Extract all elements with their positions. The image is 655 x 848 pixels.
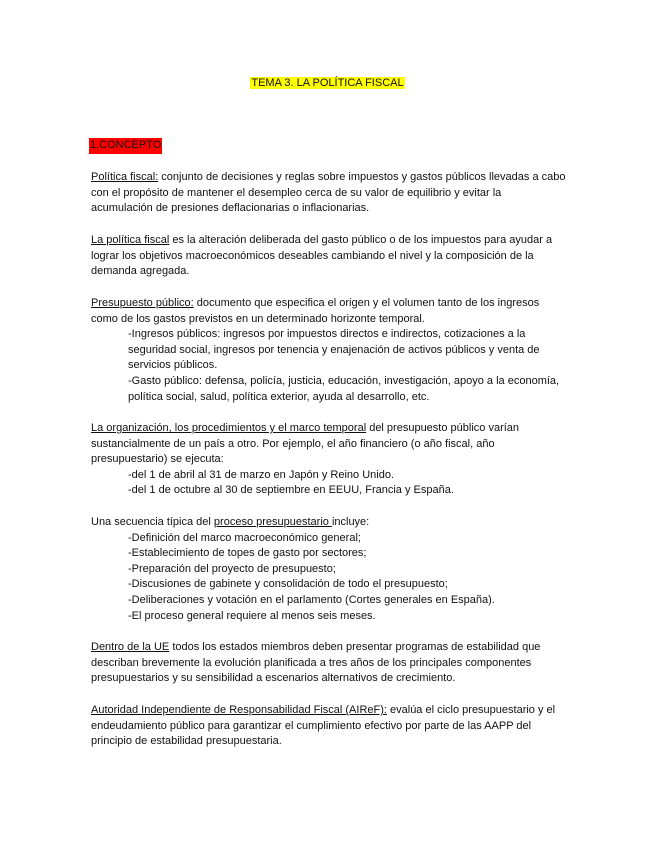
- definition-text: es la alteración deliberada del gasto público o de los impuestos para ayudar a lograr los objetivos macroeconómicos deseables cambiando el nivel y la composición de la demanda agregada.: [91, 234, 553, 278]
- term-airef: Autoridad Independiente de Responsabilidad Fiscal (AIReF):: [91, 704, 387, 716]
- term-proceso: proceso presupuestario: [213, 516, 332, 528]
- term-la-politica-fiscal: La política fiscal: [91, 234, 170, 246]
- list-item: -Ingresos públicos: ingresos por impuestos directos e indirectos, cotizaciones a la seguridad social, ingresos por tenencia y enajenación de activos públicos y venta de servicios públicos.: [128, 328, 540, 372]
- list-item: -del 1 de abril al 31 de marzo en Japón y Reino Unido.: [128, 468, 394, 481]
- paragraph-airef: [91, 703, 566, 750]
- list-item: -Establecimiento de topes de gasto por sectores;: [128, 547, 367, 560]
- term-organizacion: La organización, los procedimientos y el marco temporal: [91, 422, 367, 434]
- term-presupuesto: Presupuesto público:: [91, 297, 194, 309]
- list-item: -Deliberaciones y votación en el parlamento (Cortes generales en España).: [128, 593, 495, 606]
- paragraph-organizacion: [91, 421, 566, 499]
- definition-text: conjunto de decisiones y reglas sobre impuestos y gastos públicos llevadas a cabo con el propósito de mantener el desempleo cerca de su valor de equilibrio y evitar la acumulación de presiones deflacionarias o inflacionarias.: [91, 171, 566, 215]
- list-item: -del 1 de octubre al 30 de septiembre en EEUU, Francia y España.: [128, 484, 454, 497]
- section-heading: 1.CONCEPTO: [89, 138, 162, 154]
- list-item: -Preparación del proyecto de presupuesto;: [128, 562, 336, 575]
- definition-text: documento que especifica el origen y el volumen tanto de los ingresos como de los gastos previstos en un determinado horizonte temporal.: [91, 297, 540, 325]
- list-item: -Discusiones de gabinete y consolidación de todo el presupuesto;: [128, 578, 448, 591]
- paragraph-proceso: Una secuencia típica del proceso presupuestario incluye: -Definición del marco macroeconómico general; -Establecimiento de topes de gasto por sectores; -Preparación del proyecto de presupuesto; -Discusiones de gabinete y consolidación de todo el presupuesto; -Deliberaciones y votación en el parlamento (Cortes generales en España). -El proceso general requiere al menos seis meses.: [91, 515, 566, 624]
- paragraph-presupuesto: [91, 296, 566, 405]
- term-politica-fiscal: Política fiscal:: [91, 171, 159, 183]
- definition-text: evalúa el ciclo presupuestario y el endeudamiento público para garantizar el cumplimiento efectivo por parte de las AAPP del principio de estabilidad presupuestaria.: [91, 704, 556, 748]
- paragraph-ue: [91, 640, 566, 687]
- list-item: -Gasto público: defensa, policía, justicia, educación, investigación, apoyo a la economía, política social, salud, política exterior, ayuda al desarrollo, etc.: [128, 374, 560, 403]
- definition-text: todos los estados miembros deben presentar programas de estabilidad que describan brevemente la evolución planificada a tres años de los principales componentes presupuestarios y su sensibilidad a escenarios alternativos de crecimiento.: [91, 641, 541, 685]
- title-highlight: TEMA 3. LA POLÍTICA FISCAL: [251, 77, 404, 89]
- list-item: -Definición del marco macroeconómico general;: [128, 531, 361, 544]
- page-title: [0, 76, 655, 92]
- paragraph-la-politica-fiscal: [91, 233, 566, 280]
- definition-text: del presupuesto público varían sustancialmente de un país a otro. Por ejemplo, el año financiero (o año fiscal, año presupuestario) se ejecuta:: [91, 422, 520, 466]
- term-ue: Dentro de la UE: [91, 641, 170, 653]
- paragraph-politica-fiscal: [91, 170, 566, 217]
- list-item: -El proceso general requiere al menos seis meses.: [128, 609, 376, 622]
